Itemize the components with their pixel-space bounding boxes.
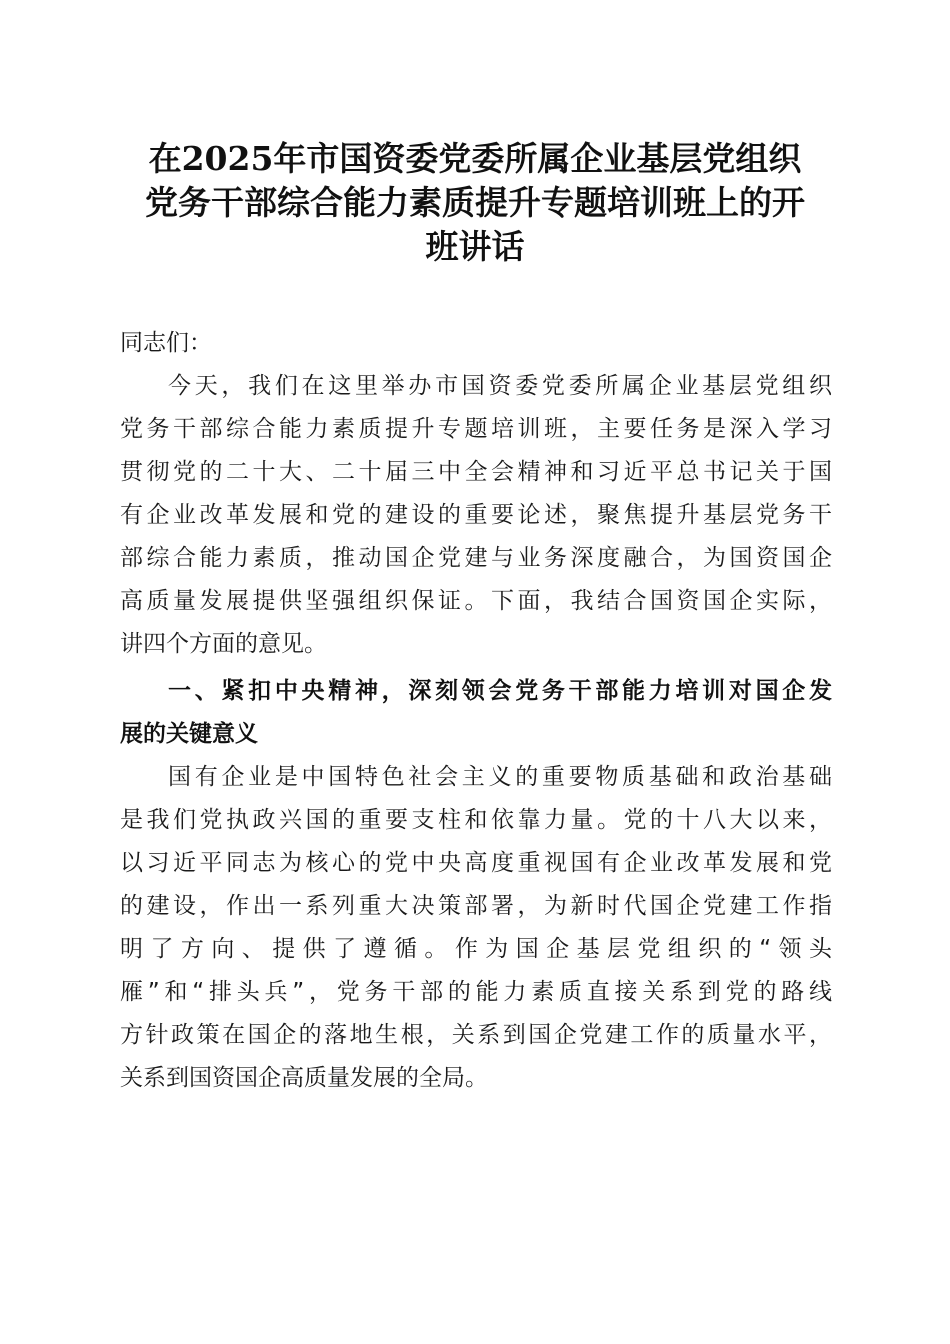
paragraph-line: 讲四个方面的意见。 bbox=[120, 631, 327, 657]
paragraph-line: 贯彻党的二十大、二十届三中全会精神和习近平总书记关于国 bbox=[120, 459, 832, 485]
paragraph-line: 高质量发展提供坚强组织保证。下面，我结合国资国企实际， bbox=[120, 588, 832, 614]
title-line: 在2025年市国资委党委所属企业基层党组织 bbox=[148, 139, 802, 178]
paragraph-line: 是我们党执政兴国的重要支柱和依靠力量。党的十八大以来， bbox=[120, 807, 832, 833]
paragraph-line: 部综合能力素质，推动国企党建与业务深度融合，为国资国企 bbox=[120, 545, 832, 571]
paragraph-line: 国有企业是中国特色社会主义的重要物质基础和政治基础 bbox=[168, 764, 832, 790]
paragraph-line: 今天，我们在这里举办市国资委党委所属企业基层党组织 bbox=[168, 373, 832, 399]
section-heading-1 bbox=[120, 670, 832, 756]
heading-line: 展的关键意义 bbox=[120, 721, 258, 747]
paragraph-line: 有企业改革发展和党的建设的重要论述，聚焦提升基层党务干 bbox=[120, 502, 832, 528]
paragraph-line: 关系到国资国企高质量发展的全局。 bbox=[120, 1065, 488, 1091]
paragraph-opening bbox=[120, 365, 832, 666]
paragraph-line: 党务干部综合能力素质提升专题培训班，主要任务是深入学习 bbox=[120, 416, 832, 442]
paragraph-section-1 bbox=[120, 756, 832, 1100]
document-title bbox=[100, 137, 850, 269]
paragraph-line: 雁”和“排头兵”，党务干部的能力素质直接关系到党的路线 bbox=[120, 979, 832, 1005]
title-line: 班讲话 bbox=[425, 227, 525, 266]
title-line: 党务干部综合能力素质提升专题培训班上的开 bbox=[145, 183, 805, 222]
salutation: 同志们： bbox=[120, 330, 212, 356]
paragraph-line: 方针政策在国企的落地生根，关系到国企党建工作的质量水平， bbox=[120, 1022, 832, 1048]
paragraph-line: 的建设，作出一系列重大决策部署，为新时代国企党建工作指 bbox=[120, 893, 832, 919]
paragraph-line: 以习近平同志为核心的党中央高度重视国有企业改革发展和党 bbox=[120, 850, 832, 876]
paragraph-line: 明了方向、提供了遵循。作为国企基层党组织的“领头 bbox=[120, 936, 832, 962]
document-body bbox=[120, 322, 832, 1100]
heading-line: 一、紧扣中央精神，深刻领会党务干部能力培训对国企发 bbox=[168, 678, 832, 704]
